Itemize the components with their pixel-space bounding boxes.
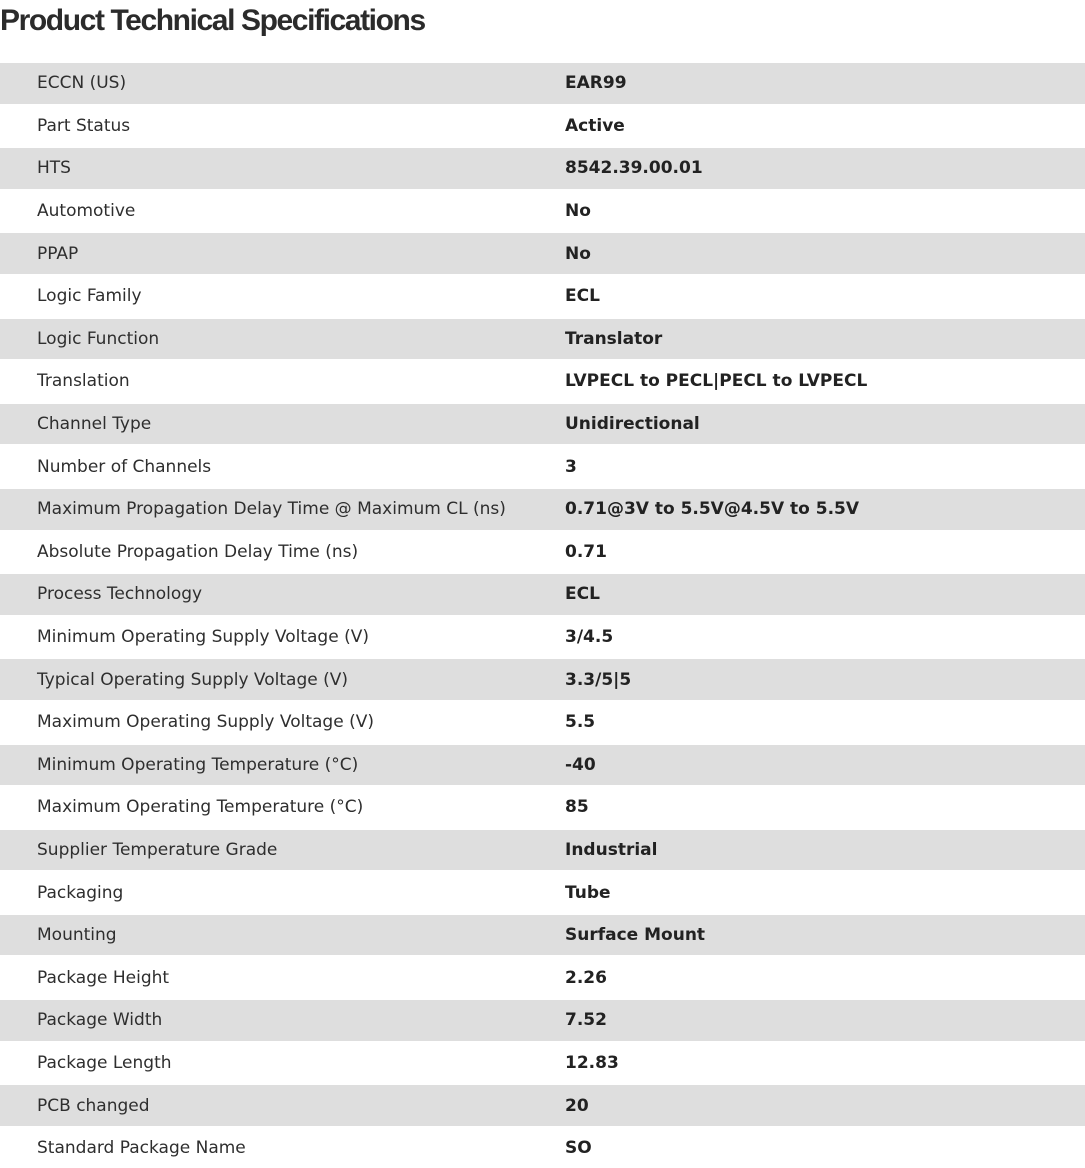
spec-label: Maximum Propagation Delay Time @ Maximum CL (ns): [37, 499, 506, 520]
spec-row-min-supply-voltage: [0, 615, 1085, 658]
spec-row-package-length: [0, 1041, 1085, 1084]
spec-label: Package Width: [37, 1010, 163, 1031]
spec-label: Package Length: [37, 1052, 172, 1073]
spec-label: Logic Function: [37, 328, 160, 349]
spec-value: No: [565, 201, 591, 222]
spec-value: 5.5: [565, 712, 596, 733]
spec-row-pcb-changed: [0, 1083, 1085, 1126]
spec-value: 0.71@3V to 5.5V@4.5V to 5.5V: [565, 499, 860, 520]
spec-row-automotive: [0, 189, 1085, 232]
spec-label: PCB changed: [37, 1095, 150, 1116]
spec-row-typical-supply-voltage: [0, 657, 1085, 700]
spec-label: Standard Package Name: [37, 1138, 246, 1159]
spec-row-min-operating-temperature: [0, 743, 1085, 786]
spec-row-eccn: [0, 61, 1085, 104]
spec-value: ECL: [565, 584, 600, 605]
spec-row-mounting: [0, 913, 1085, 956]
spec-row-absolute-propagation-delay: [0, 530, 1085, 573]
spec-value: 3: [565, 456, 577, 477]
spec-row-supplier-temperature-grade: [0, 828, 1085, 871]
spec-label: Logic Family: [37, 286, 142, 307]
spec-value: SO: [565, 1138, 592, 1159]
spec-row-package-height: [0, 955, 1085, 998]
spec-value: 85: [565, 797, 589, 818]
spec-row-package-width: [0, 998, 1085, 1041]
spec-value: 12.83: [565, 1052, 619, 1073]
spec-value: Translator: [565, 328, 663, 349]
spec-label: Process Technology: [37, 584, 203, 605]
spec-row-channel-type: [0, 402, 1085, 445]
spec-label: Mounting: [37, 925, 117, 946]
spec-row-process-technology: [0, 572, 1085, 615]
spec-value: 3/4.5: [565, 627, 614, 648]
spec-label: Packaging: [37, 882, 124, 903]
spec-label: Minimum Operating Supply Voltage (V): [37, 627, 369, 648]
spec-label: Package Height: [37, 967, 170, 988]
spec-value: 3.3/5|5: [565, 669, 632, 690]
spec-table: [0, 61, 1085, 1168]
spec-value: 7.52: [565, 1010, 607, 1031]
spec-row-logic-function: [0, 317, 1085, 360]
spec-row-max-supply-voltage: [0, 700, 1085, 743]
spec-label: Maximum Operating Supply Voltage (V): [37, 712, 374, 733]
spec-value: Industrial: [565, 839, 658, 860]
spec-value: Unidirectional: [565, 414, 700, 435]
spec-label: ECCN (US): [37, 73, 127, 94]
spec-label: Typical Operating Supply Voltage (V): [37, 669, 348, 690]
spec-row-max-operating-temperature: [0, 785, 1085, 828]
spec-row-hts: [0, 146, 1085, 189]
spec-value: 2.26: [565, 967, 607, 988]
spec-row-logic-family: [0, 274, 1085, 317]
spec-label: Absolute Propagation Delay Time (ns): [37, 541, 359, 562]
spec-value: 0.71: [565, 541, 607, 562]
spec-label: Number of Channels: [37, 456, 212, 477]
spec-row-translation: [0, 359, 1085, 402]
spec-label: HTS: [37, 158, 71, 179]
spec-label: Maximum Operating Temperature (°C): [37, 797, 364, 818]
spec-label: Automotive: [37, 201, 136, 222]
spec-label: Part Status: [37, 115, 131, 136]
spec-value: 8542.39.00.01: [565, 158, 703, 179]
spec-value: EAR99: [565, 73, 627, 94]
spec-value: 20: [565, 1095, 589, 1116]
spec-label: Minimum Operating Temperature (°C): [37, 754, 359, 775]
spec-row-max-propagation-delay: [0, 487, 1085, 530]
page-title: Product Technical Specifications: [0, 4, 425, 37]
spec-value: Active: [565, 115, 625, 136]
spec-label: Supplier Temperature Grade: [37, 839, 278, 860]
spec-label: Channel Type: [37, 414, 152, 435]
spec-row-packaging: [0, 870, 1085, 913]
spec-row-part-status: [0, 104, 1085, 147]
spec-label: PPAP: [37, 243, 79, 264]
spec-value: -40: [565, 754, 596, 775]
spec-value: LVPECL to PECL|PECL to LVPECL: [565, 371, 868, 392]
spec-row-number-of-channels: [0, 444, 1085, 487]
spec-value: Tube: [565, 882, 611, 903]
spec-value: No: [565, 243, 591, 264]
spec-row-ppap: [0, 231, 1085, 274]
spec-label: Translation: [37, 371, 130, 392]
spec-row-standard-package-name: [0, 1126, 1085, 1168]
spec-value: Surface Mount: [565, 925, 706, 946]
spec-value: ECL: [565, 286, 600, 307]
